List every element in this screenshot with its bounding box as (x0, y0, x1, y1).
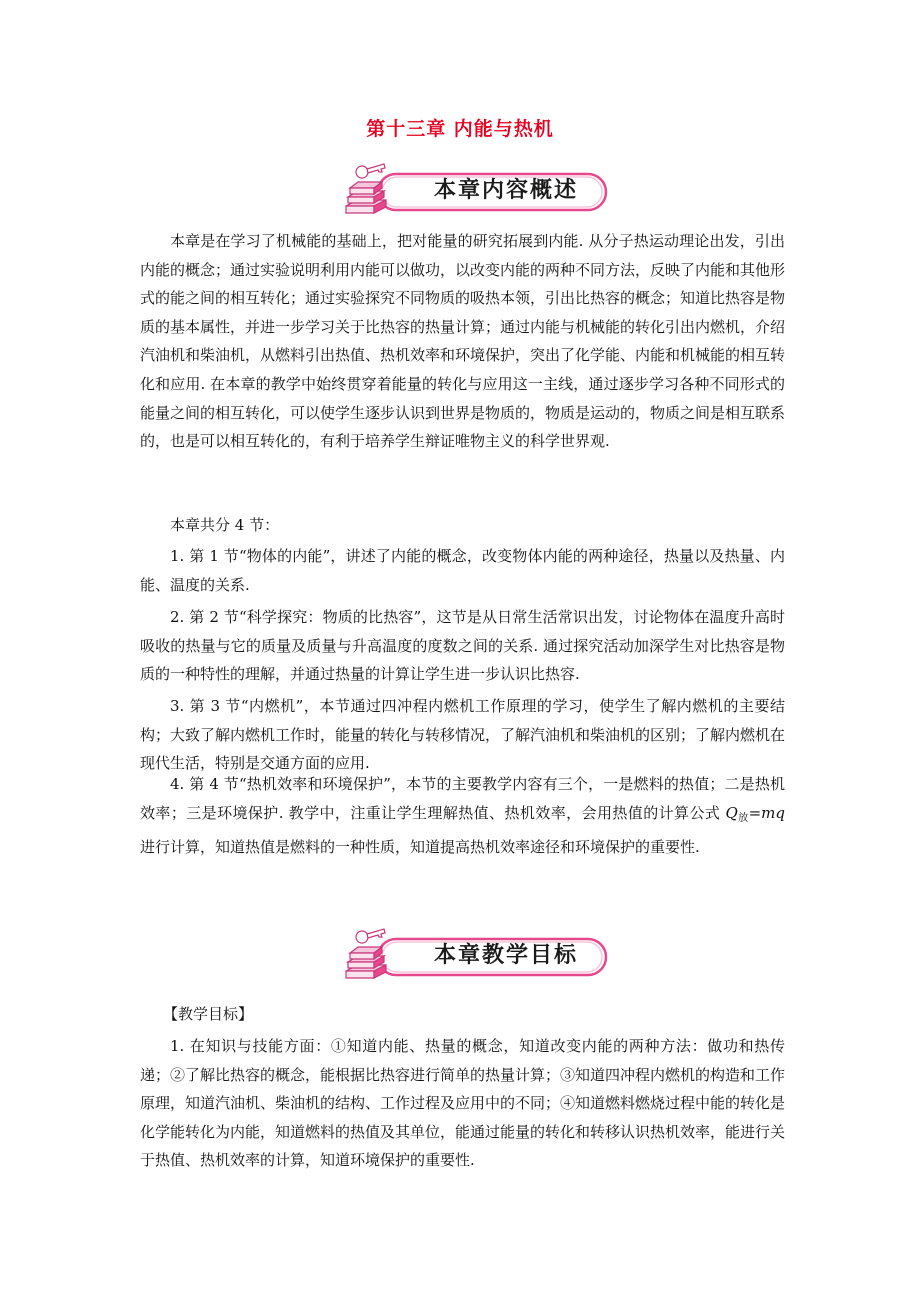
section-4-paragraph (140, 770, 785, 862)
overview-banner-label: 本章内容概述 (433, 178, 578, 203)
section-1-paragraph: 1. 第 1 节“物体的内能”，讲述了内能的概念，改变物体内能的两种途径，热量以及热量、内能、温度的关系. (140, 547, 785, 594)
section-count: 本章共分 4 节： (170, 516, 280, 534)
section-2-paragraph: 2. 第 2 节“科学探究：物质的比热容”，这节是从日常生活常识出发，讨论物体在温度升高时吸收的热量与它的质量及质量与升高温度的度数之间的关系. 通过探究活动加深学生对比热容是物质的一种特性的理解，并通过热量的计算让学生进一步认识比热容. (140, 608, 785, 684)
section-3-paragraph: 3. 第 3 节“内燃机”，本节通过四冲程内燃机工作原理的学习，使学生了解内燃机的主要结构；大致了解内燃机工作时，能量的转化与转移情况，了解汽油机和柴油机的区别；了解内燃机在现代生活，特别是交通方面的应用. (140, 697, 786, 773)
goal-1-paragraph: 1. 在知识与技能方面：①知道内能、热量的概念，知道改变内能的两种方法：做功和热传递；②了解比热容的概念，能根据比热容进行简单的热量计算；③知道四冲程内燃机的构造和工作原理，知道汽油机、柴油机的结构、工作过程及应用中的不同；④知道燃料燃烧过程中能的转化是化学能转化为内能，知道燃料的热值及其单位，能通过能量的转化和转移认识热机效率，能进行关于热值、热机效率的计算，知道环境保护的重要性. (140, 1037, 786, 1170)
intro-paragraph: 本章是在学习了机械能的基础上，把对能量的研究拓展到内能. 从分子热运动理论出发，引出内能的概念；通过实验说明利用内能可以做功，以改变内能的两种不同方法，反映了内能和其他形式的能之间的相互转化；通过实验探究不同物质的吸热本领，引出比热容的概念；知道比热容是物质的基本属性，并进一步学习关于比热容的热量计算；通过内能与机械能的转化引出内燃机，介绍汽油机和柴油机，从燃料引出热值、热机效率和环境保护，突出了化学能、内能和机械能的相互转化和应用. 在本章的教学中始终贯穿着能量的转化与应用这一主线，通过逐步学习各种不同形式的能量之间的相互转化，可以使学生逐步认识到世界是物质的，物质是运动的，物质之间是相互联系的，也是可以相互转化的，有利于培养学生辩证唯物主义的科学世界观. (140, 232, 786, 451)
formula-subscript: 放 (737, 812, 749, 824)
formula-q: Q (725, 803, 738, 822)
chapter-title: 第十三章 内能与热机 (366, 118, 554, 140)
goals-banner (340, 925, 610, 985)
section-4-text-before: 4. 第 4 节“热机效率和环境保护”，本节的主要教学内容有三个，一是燃料的热值；二是热机效率；三是环境保护. 教学中，注重让学生理解热值、热机效率，会用热值的计算公式 (140, 775, 785, 822)
overview-banner (340, 160, 610, 220)
goals-banner-label: 本章教学目标 (433, 943, 578, 968)
goals-heading: 【教学目标】 (163, 1005, 254, 1023)
section-4-text-after: 进行计算，知道热值是燃料的一种性质，知道提高热机效率途径和环境保护的重要性. (140, 838, 700, 857)
formula-equals: = (748, 803, 762, 822)
formula-mq: mq (761, 803, 785, 822)
